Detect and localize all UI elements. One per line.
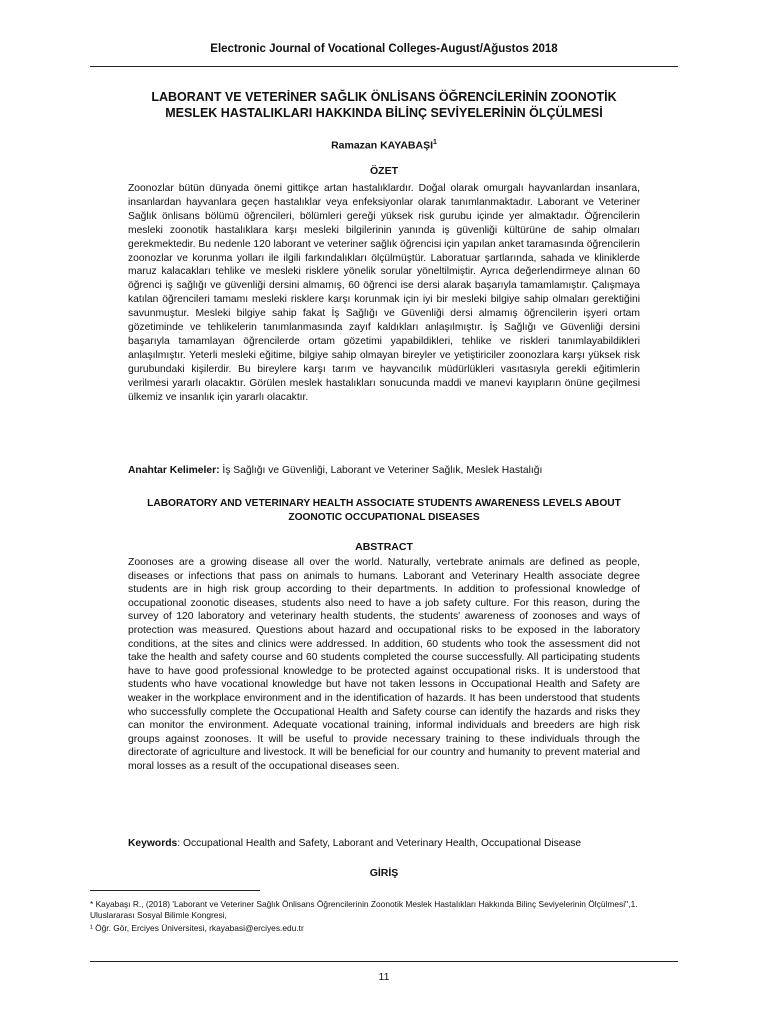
author-line [0,139,768,152]
footnote-1: * Kayabaşı R., (2018) 'Laborant ve Veteriner Sağlık Önlisans Öğrencilerinin Zoonotik Meslek Hastalıkları Hakkında Bilinç Seviyelerinin Ölçülmesi'',1. Uluslararası Sosyal Bilimle Kongresi, [90,899,638,920]
keywords-text: : Occupational Health and Safety, Laborant and Veterinary Health, Occupational Disease [177,838,582,849]
en-title-line-2: ZOONOTIC OCCUPATIONAL DISEASES [288,512,480,523]
author-name: Ramazan KAYABAŞI [331,139,434,152]
abstract-paragraph: Zoonoses are a growing disease all over the world. Naturally, vertebrate animals are defined as people, diseases or infections that pass on animals to humans. Laborant and Veterinary Health associate degree students are in high risk group according to their departments. In addition to professional knowledge of occupational zoonotic diseases, students also need to have a job safety culture. For this reason, during the survey of 120 laboratory and veterinary health students, the students' awareness of zoonoses and ways of protection was measured. Questions about hazard and occupational risks to be exposed in the laboratory conditions, at the sites and clinics were addressed. In addition, 60 students who took the assessment did not take the health and safety course and 60 students completed the course successfully. All participating students have to have good professional knowledge to be protected against occupational risks. It is understood that students who have vocational knowledge but have not taken lessons in Occupational Health and Safety are weaker in the workplace environment and in the identification of hazards. It has been understood that students who successfully complete the Occupational Health and Safety course can identify the hazards and risks they can monitor the environment. Adequate vocational training, informal individuals and breeders are high risk groups against zoonoses. It will be useful to provide necessary training to these individuals through the directorate of agriculture and livestock. It will be beneficial for our country and humanity to prevent material and moral losses as a result of the occupational diseases seen. [128,557,640,772]
anahtar-kelimeler [128,464,640,478]
en-title-line-1: LABORATORY AND VETERINARY HEALTH ASSOCIATE STUDENTS AWARENESS LEVELS ABOUT [147,498,621,509]
footnote-2: ¹ Öğr. Gör, Erciyes Üniversitesi, rkayabasi@erciyes.edu.tr [90,923,304,933]
keywords-label: Keywords [128,838,178,849]
keywords [128,837,640,851]
footnote-rule [90,890,260,891]
english-title [120,497,648,525]
giris-heading: GİRİŞ [369,867,399,879]
ozet-paragraph: Zoonozlar bütün dünyada önemi gittikçe artan hastalıklardır. Doğal olarak omurgalı hayvanlardan insanlara, insanlardan hayvanlara geçen hastalıklar veya enfeksiyonlar olarak tanımlanmaktadır. Laborant ve Veteriner Sağlık önlisans bölümü öğrencileri, bölümleri gereği yüksek risk gurubu içinde yer almaktadır. Öğrencilerin mesleki zoonotik hastalıklara karşı mesleki bilgilerinin yanında iş güvenliği kültürüne de sahip olmaları gerekmektedir. Bu nedenle 120 laborant ve veteriner sağlık öğrencisi için yapılan anket taramasında öğrencilerin zoonozlar ve korunma yolları ile ilgili farkındalıkları ölçülmüştür. Laboratuar şartlarında, sahada ve kliniklerde maruz kalacakları tehlike ve mesleki risklere yönelik sorular yöneltilmiştir. Ayrıca değerlendirmeye alınan 60 öğrenci iş sağlığı ve güvenliği dersini almamış, 60 öğrenci ise dersi alarak başarıyla tamamlamıştır. Çalışmaya katılan öğrencileri tamamı mesleki risklere karşı korunmak için iyi bir mesleki bilgiye sahip olmaları gerektiğini savunmuştur. Mesleki bilgiye sahip fakat İş Sağlığı ve Güvenliği dersi almamış öğrencilerin işyeri ortam gözetiminde ve tehlikelerin tanımlanmasında zayıf kaldıkları anlaşılmıştır. İş Sağlığı ve Güvenliği dersini başarıyla tamamlayan öğrencilerde ortam gözetimi yapabildikleri, tehlike ve riskleri tanımlayabildikleri anlaşılmıştır. Yeterli mesleki eğitime, bilgiye sahip olmayan bireyler ve yetiştiriciler zoonozlara karşı yüksek risk gurubundaki kişilerdir. Bu bireylere karşı tarım ve hayvancılık müdürlükleri vasıtasıyla gerekli eğitimlerin verilmesi yararlı olacaktır. Görülen meslek hastalıkları sonucunda maddi ve manevi kayıpların önüne geçilmesi ülkemiz ve insanlık için yararlı olacaktır. [128,183,640,403]
paper-title [110,89,658,121]
journal-header: Electronic Journal of Vocational Colleges-August/Ağustos 2018 [210,43,558,55]
anahtar-label: Anahtar Kelimeler: [128,465,220,476]
title-line-1: LABORANT VE VETERİNER SAĞLIK ÖNLİSANS ÖĞRENCİLERİNİN ZOONOTİK [151,90,617,104]
footer-rule [90,961,678,962]
header-rule [90,66,678,67]
anahtar-text: İş Sağlığı ve Güvenliği, Laborant ve Veteriner Sağlık, Meslek Hastalığı [219,465,543,476]
abstract-heading: ABSTRACT [355,541,413,553]
ozet-heading: ÖZET [370,165,398,177]
title-line-2: MESLEK HASTALIKLARI HAKKINDA BİLİNÇ SEVİYELERİNİN ÖLÇÜLMESİ [165,106,603,120]
author-footnote-mark: 1 [433,139,437,146]
page-number: 11 [378,971,390,983]
